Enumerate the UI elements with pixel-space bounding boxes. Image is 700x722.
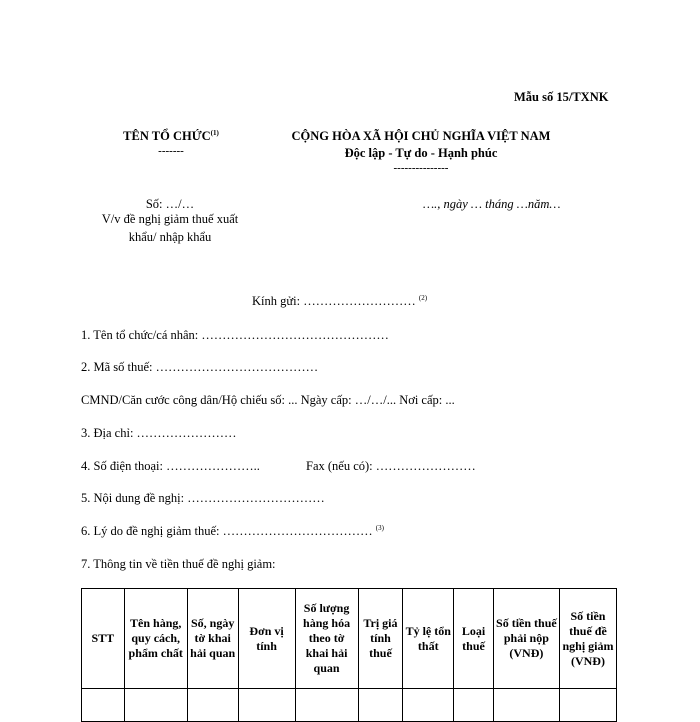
header-cell: Số tiền thuế phải nộp (VNĐ): [493, 589, 559, 689]
subject-line-2: khẩu/ nhập khẩu: [128, 230, 212, 244]
table-cell: [187, 689, 238, 722]
header-cell: Tên hàng, quy cách, phẩm chất: [124, 589, 187, 689]
org-dash: -------: [158, 145, 184, 157]
national-dash: ---------------: [393, 162, 449, 174]
table-cell: [454, 689, 494, 722]
table-cell: [493, 689, 559, 722]
field-reason-text: 6. Lý do đề nghị giảm thuế: ………………………………: [81, 524, 373, 538]
reason-footnote: (3): [375, 523, 384, 532]
table-row: [82, 689, 617, 722]
addressee: [252, 294, 427, 309]
addressee-footnote: (2): [418, 293, 428, 302]
table-cell: [358, 689, 403, 722]
org-header: [108, 129, 234, 144]
table-header-row: [82, 589, 617, 689]
national-motto: Độc lập - Tự do - Hạnh phúc: [344, 146, 498, 160]
field-reason: [81, 524, 384, 539]
table-cell: [295, 689, 358, 722]
field-address: 3. Địa chỉ: ……………………: [81, 426, 237, 440]
header-cell: Đơn vị tính: [238, 589, 295, 689]
document-number: Số: …/…: [145, 197, 195, 211]
header-cell: Tỷ lệ tổn thất: [403, 589, 454, 689]
field-tax-info: 7. Thông tin về tiền thuế đề nghị giảm:: [81, 557, 276, 571]
field-id-card: CMND/Căn cước công dân/Hộ chiếu số: ... Ngày cấp: …/…/... Nơi cấp: ...: [81, 393, 455, 407]
subject-line-1: V/v đề nghị giảm thuế xuất: [101, 212, 239, 226]
tax-reduction-table: [81, 588, 617, 722]
header-cell: Số lượng hàng hóa theo tờ khai hải quan: [295, 589, 358, 689]
field-fax: Fax (nếu có): ……………………: [306, 459, 476, 473]
field-request: 5. Nội dung đề nghị: ……………………………: [81, 491, 325, 505]
org-name: TÊN TỔ CHỨC: [123, 129, 211, 143]
form-code: Mẫu số 15/TXNK: [514, 90, 609, 104]
header-cell: Loại thuế: [454, 589, 494, 689]
header-cell: Trị giá tính thuế: [358, 589, 403, 689]
table-cell: [559, 689, 616, 722]
table-cell: [403, 689, 454, 722]
header-cell: STT: [82, 589, 125, 689]
field-phone: 4. Số điện thoại: …………………..: [81, 459, 260, 473]
field-org-name: 1. Tên tổ chức/cá nhân: ………………………………………: [81, 328, 389, 342]
table-cell: [238, 689, 295, 722]
national-title: CỘNG HÒA XÃ HỘI CHỦ NGHĨA VIỆT NAM: [291, 129, 551, 143]
addressee-text: Kính gửi: ………………………: [252, 294, 416, 308]
header-cell: Số, ngày tờ khai hải quan: [187, 589, 238, 689]
org-footnote: (1): [210, 128, 219, 137]
date-line: …., ngày … tháng …năm…: [423, 197, 561, 211]
table-cell: [82, 689, 125, 722]
table-cell: [124, 689, 187, 722]
header-cell: Số tiền thuế đề nghị giảm (VNĐ): [559, 589, 616, 689]
field-tax-code: 2. Mã số thuế: …………………………………: [81, 360, 319, 374]
